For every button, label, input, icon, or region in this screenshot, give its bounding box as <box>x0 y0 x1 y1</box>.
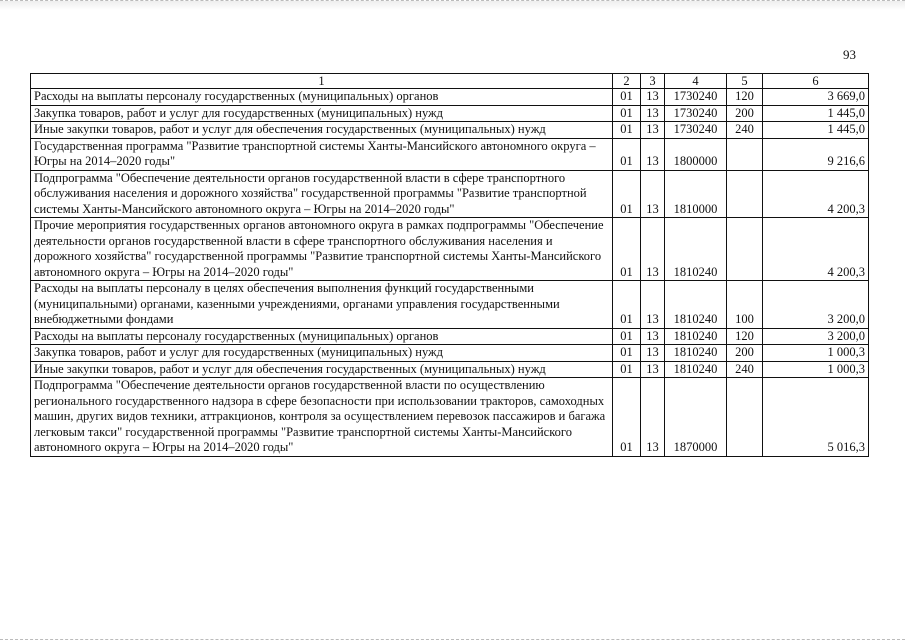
row-subsection: 13 <box>641 138 665 170</box>
row-expense-type: 200 <box>727 345 763 362</box>
row-expense-type <box>727 138 763 170</box>
row-subsection: 13 <box>641 122 665 139</box>
table-row <box>31 138 869 170</box>
row-expense-type <box>727 218 763 281</box>
table-row <box>31 345 869 362</box>
header-row <box>31 74 869 89</box>
row-subsection: 13 <box>641 281 665 329</box>
row-target-article: 1730240 <box>665 105 727 122</box>
row-section: 01 <box>613 281 641 329</box>
table-row <box>31 122 869 139</box>
row-amount: 1 000,3 <box>763 361 869 378</box>
scan-edge-top <box>0 0 905 10</box>
row-section: 01 <box>613 89 641 106</box>
row-section: 01 <box>613 328 641 345</box>
row-expense-type: 100 <box>727 281 763 329</box>
row-expense-type <box>727 170 763 218</box>
row-section: 01 <box>613 122 641 139</box>
col-header-amount: 6 <box>763 74 869 89</box>
table-row <box>31 328 869 345</box>
row-amount: 1 000,3 <box>763 345 869 362</box>
row-target-article: 1730240 <box>665 89 727 106</box>
row-section: 01 <box>613 361 641 378</box>
row-amount: 5 016,3 <box>763 378 869 457</box>
row-section: 01 <box>613 378 641 457</box>
row-expense-type: 120 <box>727 328 763 345</box>
row-name: Иные закупки товаров, работ и услуг для обеспечения государственных (муниципальных) нужд <box>31 122 613 139</box>
row-expense-type: 240 <box>727 122 763 139</box>
row-subsection: 13 <box>641 328 665 345</box>
row-name: Расходы на выплаты персоналу государственных (муниципальных) органов <box>31 328 613 345</box>
row-subsection: 13 <box>641 89 665 106</box>
row-expense-type: 120 <box>727 89 763 106</box>
row-target-article: 1810240 <box>665 328 727 345</box>
row-target-article: 1810000 <box>665 170 727 218</box>
row-amount: 1 445,0 <box>763 105 869 122</box>
row-name: Подпрограмма "Обеспечение деятельности органов государственной власти по осуществлению регионального государственного надзора в сфере безопасности при использовании тракторов, самоходных машин, других видов техники, аттракционов, контроля за осуществлением перевозок пассажиров и багажа легковым такси" государственной программы "Развитие транспортной системы Ханты-Мансийского автономного округа – Югры на 2014–2020 годы" <box>31 378 613 457</box>
row-name: Государственная программа "Развитие транспортной системы Ханты-Мансийского автономного округа – Югры на 2014–2020 годы" <box>31 138 613 170</box>
row-name: Иные закупки товаров, работ и услуг для обеспечения государственных (муниципальных) нужд <box>31 361 613 378</box>
col-header-subsection: 3 <box>641 74 665 89</box>
row-expense-type <box>727 378 763 457</box>
row-amount: 1 445,0 <box>763 122 869 139</box>
row-amount: 4 200,3 <box>763 170 869 218</box>
row-name: Закупка товаров, работ и услуг для государственных (муниципальных) нужд <box>31 105 613 122</box>
row-name: Расходы на выплаты персоналу государственных (муниципальных) органов <box>31 89 613 106</box>
row-target-article: 1810240 <box>665 345 727 362</box>
row-target-article: 1800000 <box>665 138 727 170</box>
budget-table <box>30 73 869 457</box>
table-row <box>31 89 869 106</box>
row-amount: 3 669,0 <box>763 89 869 106</box>
row-section: 01 <box>613 345 641 362</box>
row-subsection: 13 <box>641 378 665 457</box>
col-header-name: 1 <box>31 74 613 89</box>
row-amount: 3 200,0 <box>763 328 869 345</box>
row-subsection: 13 <box>641 105 665 122</box>
row-subsection: 13 <box>641 218 665 281</box>
row-section: 01 <box>613 105 641 122</box>
row-name: Закупка товаров, работ и услуг для государственных (муниципальных) нужд <box>31 345 613 362</box>
row-name: Расходы на выплаты персоналу в целях обеспечения выполнения функций государственными (муниципальными) органами, казенными учреждениями, органами управления государственными внебюджетными фондами <box>31 281 613 329</box>
row-amount: 9 216,6 <box>763 138 869 170</box>
col-header-section: 2 <box>613 74 641 89</box>
col-header-expense-type: 5 <box>727 74 763 89</box>
row-amount: 4 200,3 <box>763 218 869 281</box>
scan-edge-bottom <box>0 630 905 640</box>
row-section: 01 <box>613 218 641 281</box>
row-name: Прочие мероприятия государственных органов автономного округа в рамках подпрограммы "Обеспечение деятельности органов государственной власти в сфере транспортного обслуживания населения и дорожного хозяйства" государственной программы "Развитие транспортной системы Ханты-Мансийского автономного округа – Югры на 2014–2020 годы" <box>31 218 613 281</box>
table-row <box>31 218 869 281</box>
row-target-article: 1810240 <box>665 218 727 281</box>
row-target-article: 1730240 <box>665 122 727 139</box>
col-header-target-article: 4 <box>665 74 727 89</box>
table-row <box>31 170 869 218</box>
row-expense-type: 240 <box>727 361 763 378</box>
table-row <box>31 361 869 378</box>
table-row <box>31 281 869 329</box>
row-expense-type: 200 <box>727 105 763 122</box>
table-row <box>31 105 869 122</box>
row-section: 01 <box>613 138 641 170</box>
row-target-article: 1810240 <box>665 281 727 329</box>
row-name: Подпрограмма "Обеспечение деятельности органов государственной власти в сфере транспортного обслуживания населения и дорожного хозяйства" государственной программы "Развитие транспортной системы Ханты-Мансийского автономного округа – Югры на 2014–2020 годы" <box>31 170 613 218</box>
row-subsection: 13 <box>641 361 665 378</box>
table-row <box>31 378 869 457</box>
page-number: 93 <box>843 47 856 62</box>
row-subsection: 13 <box>641 170 665 218</box>
row-subsection: 13 <box>641 345 665 362</box>
row-target-article: 1810240 <box>665 361 727 378</box>
row-section: 01 <box>613 170 641 218</box>
row-target-article: 1870000 <box>665 378 727 457</box>
row-amount: 3 200,0 <box>763 281 869 329</box>
